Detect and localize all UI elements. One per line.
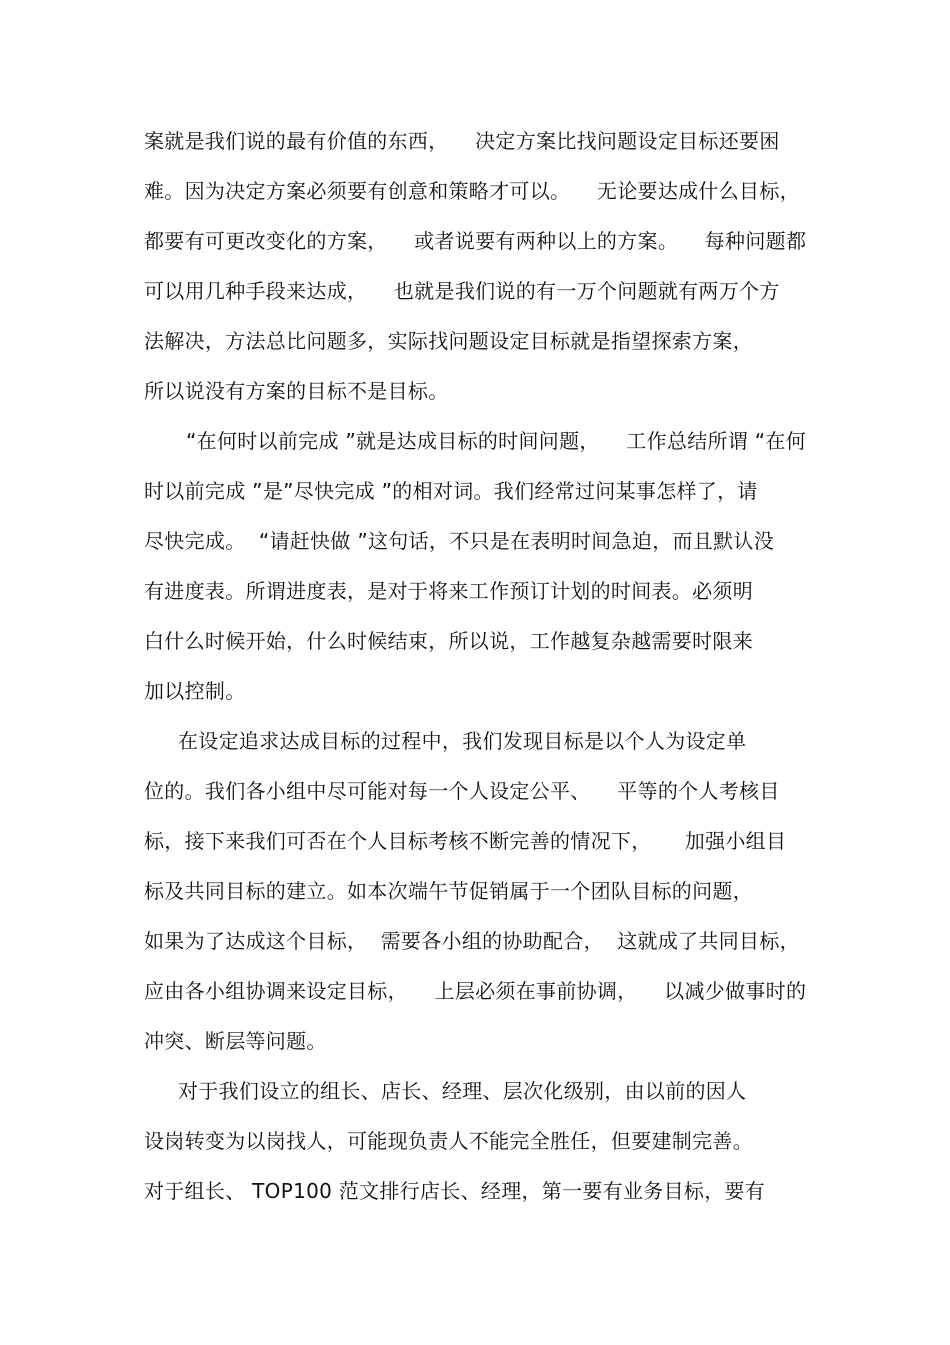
text-line: 应由各小组协调来设定目标， 上层必须在事前协调， 以减少做事时的 — [144, 979, 807, 1003]
text-line: “在何时以前完成 ”就是达成目标的时间问题， 工作总结所谓 “在何 — [186, 429, 807, 453]
text-line: 对于我们设立的组长、店长、经理、层次化级别，由以前的因人 — [178, 1079, 747, 1103]
text-line: 设岗转变为以岗找人，可能现负责人不能完全胜任，但要建制完善。 — [144, 1129, 753, 1153]
text-line: 冲突、断层等问题。 — [144, 1029, 327, 1053]
text-line: 对于组长、 TOP100 范文排行店长、经理，第一要有业务目标，要有 — [144, 1179, 766, 1203]
text-line: 案就是我们说的最有价值的东西， 决定方案比找问题设定目标还要困 — [144, 129, 780, 153]
text-line: 可以用几种手段来达成， 也就是我们说的有一万个问题就有两万个方 — [144, 279, 780, 303]
text-line: 标，接下来我们可否在个人目标考核不断完善的情况下， 加强小组目 — [144, 829, 787, 853]
text-line: 标及共同目标的建立。如本次端午节促销属于一个团队目标的问题， — [144, 879, 753, 903]
text-line: 难。因为决定方案必须要有创意和策略才可以。 无论要达成什么目标， — [144, 179, 800, 203]
text-line: 有进度表。所谓进度表，是对于将来工作预订计划的时间表。必须明 — [144, 579, 753, 603]
text-line: 所以说没有方案的目标不是目标。 — [144, 379, 449, 403]
text-line: 白什么时候开始，什么时候结束，所以说，工作越复杂越需要时限来 — [144, 629, 753, 653]
text-line: 如果为了达成这个目标， 需要各小组的协助配合， 这就成了共同目标， — [144, 929, 800, 953]
text-line: 法解决，方法总比问题多，实际找问题设定目标就是指望探索方案， — [144, 329, 753, 353]
text-line: 加以控制。 — [144, 679, 246, 703]
text-line: 都要有可更改变化的方案， 或者说要有两种以上的方案。 每种问题都 — [144, 229, 807, 253]
text-line: 位的。我们各小组中尽可能对每一个人设定公平、 平等的个人考核目 — [144, 779, 780, 803]
text-line: 在设定追求达成目标的过程中，我们发现目标是以个人为设定单 — [178, 729, 747, 753]
text-line: 时以前完成 ”是”尽快完成 ”的相对词。我们经常过问某事怎样了，请 — [144, 479, 758, 503]
text-line: 尽快完成。 “请赶快做 ”这句话，不只是在表明时间急迫，而且默认没 — [144, 529, 774, 553]
